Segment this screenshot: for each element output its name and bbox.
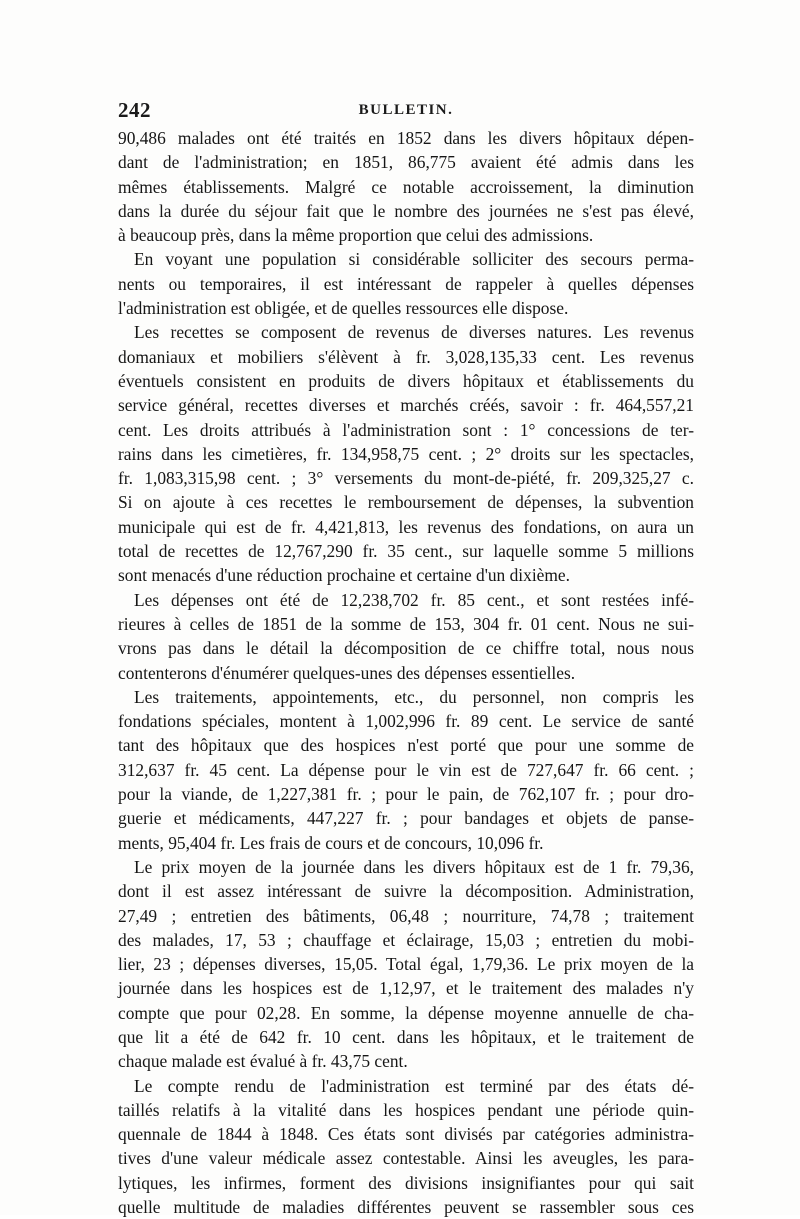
text-line: rieures à celles de 1851 de la somme de 153, 304 fr. 01 cent. Nous ne sui- bbox=[118, 613, 694, 634]
text-line: sont menacés d'une réduction prochaine et certaine d'un dixième. bbox=[118, 565, 570, 586]
page-header bbox=[118, 98, 694, 124]
text-line: taillés relatifs à la vitalité dans les hospices pendant une période quin- bbox=[118, 1099, 694, 1120]
body-text bbox=[118, 126, 694, 1219]
text-line: tives d'une valeur médicale assez contestable. Ainsi les aveugles, les para- bbox=[118, 1148, 694, 1169]
text-line: domaniaux et mobiliers s'élèvent à fr. 3,028,135,33 cent. Les revenus bbox=[118, 346, 694, 367]
paragraph bbox=[118, 855, 694, 1074]
text-line: dant de l'administration; en 1851, 86,775 avaient été admis dans les bbox=[118, 152, 694, 173]
text-line: En voyant une population si considérable solliciter des secours perma- bbox=[134, 249, 694, 270]
text-line: pour la viande, de 1,227,381 fr. ; pour le pain, de 762,107 fr. ; pour dro- bbox=[118, 784, 694, 805]
text-line: Si on ajoute à ces recettes le remboursement de dépenses, la subvention bbox=[118, 492, 694, 513]
paragraph bbox=[118, 588, 694, 685]
text-line: lier, 23 ; dépenses diverses, 15,05. Total égal, 1,79,36. Le prix moyen de la bbox=[118, 954, 694, 975]
text-line: 312,637 fr. 45 cent. La dépense pour le vin est de 727,647 fr. 66 cent. ; bbox=[118, 759, 694, 780]
text-line: journée dans les hospices est de 1,12,97, et le traitement des malades n'y bbox=[118, 978, 694, 999]
text-line: total de recettes de 12,767,290 fr. 35 cent., sur laquelle somme 5 millions bbox=[118, 541, 694, 562]
paragraph bbox=[118, 1074, 694, 1219]
text-line: cent. Les droits attribués à l'administration sont : 1° concessions de ter- bbox=[118, 419, 694, 440]
text-line: nents ou temporaires, il est intéressant de rappeler à quelles dépenses bbox=[118, 273, 694, 294]
text-line: ments, 95,404 fr. Les frais de cours et de concours, 10,096 fr. bbox=[118, 832, 544, 853]
text-line: municipale qui est de fr. 4,421,813, les revenus des fondations, on aura un bbox=[118, 516, 694, 537]
running-title: BULLETIN. bbox=[358, 102, 454, 118]
text-line: chaque malade est évalué à fr. 43,75 cent. bbox=[118, 1051, 408, 1072]
text-line: fondations spéciales, montent à 1,002,996 fr. 89 cent. Le service de santé bbox=[118, 711, 694, 732]
text-line: dans la durée du séjour fait que le nombre des journées ne s'est pas élevé, bbox=[118, 200, 694, 221]
text-line: quelle multitude de maladies différentes peuvent se rassembler sous ces bbox=[118, 1197, 694, 1218]
page-number: 242 bbox=[118, 98, 151, 122]
text-line: Les dépenses ont été de 12,238,702 fr. 85 cent., et sont restées infé- bbox=[134, 589, 694, 610]
text-line: Les traitements, appointements, etc., du personnel, non compris les bbox=[134, 686, 694, 707]
text-line: guerie et médicaments, 447,227 fr. ; pour bandages et objets de panse- bbox=[118, 808, 694, 829]
text-line: contenterons d'énumérer quelques-unes des dépenses essentielles. bbox=[118, 662, 576, 683]
text-line: éventuels consistent en produits de divers hôpitaux et établissements du bbox=[118, 370, 694, 391]
text-line: Le prix moyen de la journée dans les divers hôpitaux est de 1 fr. 79,36, bbox=[134, 856, 694, 877]
text-line: que lit a été de 642 fr. 10 cent. dans les hôpitaux, et le traitement de bbox=[118, 1026, 694, 1047]
paragraph bbox=[118, 685, 694, 855]
text-line: l'administration est obligée, et de quelles ressources elle dispose. bbox=[118, 298, 569, 319]
text-line: quennale de 1844 à 1848. Ces états sont divisés par catégories administra- bbox=[118, 1124, 694, 1145]
paragraph bbox=[118, 247, 694, 320]
text-line: rains dans les cimetières, fr. 134,958,75 cent. ; 2° droits sur les spectacles, bbox=[118, 443, 694, 464]
text-line: vrons pas dans le détail la décomposition de ce chiffre total, nous nous bbox=[118, 638, 694, 659]
text-line: tant des hôpitaux que des hospices n'est porté que pour une somme de bbox=[118, 735, 694, 756]
text-line: dont il est assez intéressant de suivre la décomposition. Administration, bbox=[118, 881, 694, 902]
paragraph bbox=[118, 320, 694, 587]
text-line: 90,486 malades ont été traités en 1852 dans les divers hôpitaux dépen- bbox=[118, 128, 694, 148]
text-line: compte que pour 02,28. En somme, la dépense moyenne annuelle de cha- bbox=[118, 1002, 694, 1023]
text-line: à beaucoup près, dans la même proportion que celui des admissions. bbox=[118, 225, 594, 246]
text-line: service général, recettes diverses et marchés créés, savoir : fr. 464,557,21 bbox=[118, 395, 694, 416]
text-line: mêmes établissements. Malgré ce notable accroissement, la diminution bbox=[118, 176, 694, 197]
text-line: 27,49 ; entretien des bâtiments, 06,48 ; nourriture, 74,78 ; traitement bbox=[118, 905, 694, 926]
text-line: Les recettes se composent de revenus de diverses natures. Les revenus bbox=[134, 322, 694, 343]
text-line: lytiques, les infirmes, forment des divisions insignifiantes pour qui sait bbox=[118, 1172, 694, 1193]
paragraph bbox=[118, 126, 694, 247]
text-line: des malades, 17, 53 ; chauffage et éclairage, 15,03 ; entretien du mobi- bbox=[118, 929, 694, 950]
text-line: Le compte rendu de l'administration est terminé par des états dé- bbox=[134, 1075, 694, 1096]
text-line: fr. 1,083,315,98 cent. ; 3° versements du mont-de-piété, fr. 209,325,27 c. bbox=[118, 468, 694, 489]
